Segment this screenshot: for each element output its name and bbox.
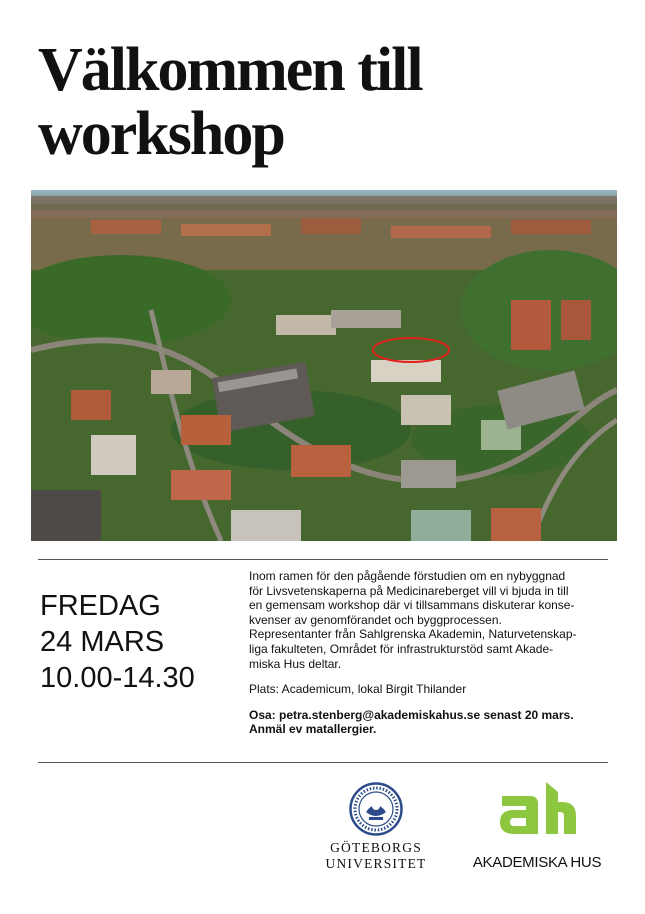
rsvp-line-1: Osa: petra.stenberg@akademiskahus.se senast 20 mars. (249, 707, 574, 722)
gu-line-1: GÖTEBORGS (330, 840, 422, 855)
description-line: för Livsvetenskaperna på Medicinareberget vill vi bjuda in till (249, 583, 569, 598)
event-datetime (40, 588, 245, 696)
divider-top (38, 559, 608, 560)
rsvp-line-2: Anmäl ev matallergier. (249, 722, 377, 737)
event-day: FREDAG (40, 590, 161, 622)
event-description (249, 569, 621, 671)
title-line-2: workshop (38, 100, 284, 168)
ah-wordmark: AKADEMISKA HUS (472, 854, 602, 871)
event-info (249, 569, 621, 748)
akademiska-hus-logo (463, 782, 611, 872)
description-line: Representanter från Sahlgrenska Akademin, Naturvetenskap- (249, 627, 577, 642)
title-line-1: Välkommen till (38, 36, 422, 104)
gu-wordmark (318, 840, 434, 872)
description-line: en gemensam workshop där vi tillsammans diskuterar konse- (249, 598, 575, 613)
akademiska-hus-mark-icon (496, 782, 578, 844)
goteborgs-universitet-logo (318, 782, 434, 872)
event-date: 24 MARS (40, 626, 165, 658)
description-line: miska Hus deltar. (249, 656, 342, 671)
aerial-photo-illustration (31, 190, 617, 541)
description-line: liga fakulteten, Området för infrastrukturstöd samt Akade- (249, 641, 554, 656)
page-title (38, 38, 598, 166)
event-time: 10.00-14.30 (40, 662, 195, 694)
aerial-photo (31, 190, 617, 541)
description-line: Inom ramen för den pågående förstudien om en nybyggnad (249, 569, 566, 583)
event-place: Plats: Academicum, lokal Birgit Thilander (249, 682, 467, 697)
gu-line-2: UNIVERSITET (325, 856, 427, 871)
event-rsvp (249, 708, 621, 737)
university-seal-icon (349, 782, 403, 836)
divider-bottom (38, 762, 608, 763)
description-line: kvenser av genomförandet och byggprocessen. (249, 612, 502, 627)
